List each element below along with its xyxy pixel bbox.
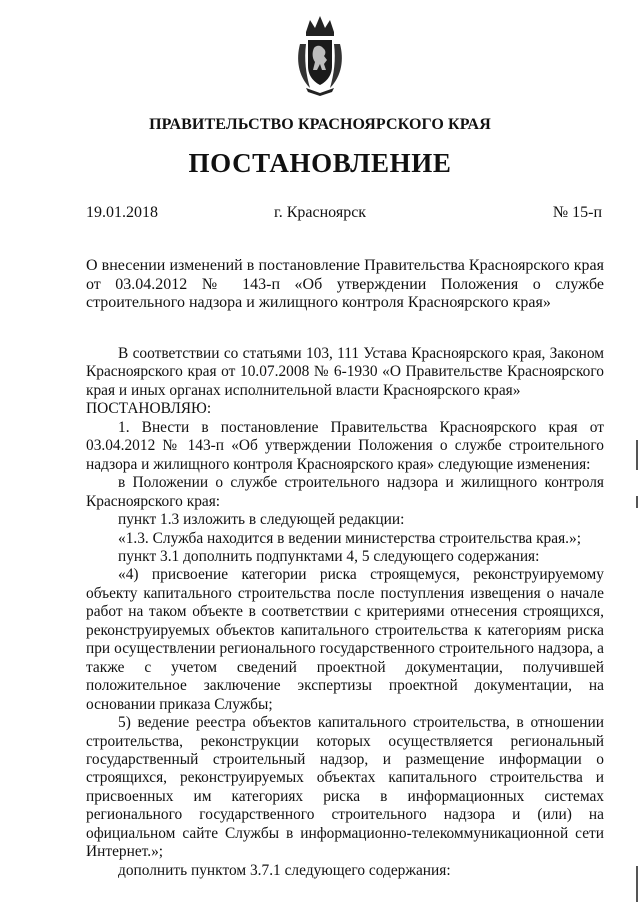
document-date: 19.01.2018 [86,204,158,221]
body-paragraph-decree: ПОСТАНОВЛЯЮ: [86,400,212,418]
body-paragraph: пункт 1.3 изложить в следующей редакции: [118,511,405,529]
body-paragraph: пункт 3.1 дополнить подпунктами 4, 5 следующего содержания: [118,547,540,565]
krasnoyarsk-coat-of-arms-icon [296,14,344,96]
scan-edge-mark [636,440,638,470]
scan-edge-mark [636,496,638,508]
document-number: № 15-п [552,204,602,221]
organization-title: ПРАВИТЕЛЬСТВО КРАСНОЯРСКОГО КРАЯ [149,116,491,133]
document-body [86,345,604,880]
document-type-title: ПОСТАНОВЛЕНИЕ [188,148,452,178]
scan-edge-mark [636,866,638,902]
body-paragraph: «4) присвоение категории риска строящемуся, реконструируемому объекту капитального строительства после поступления извещения о начале работ на таком объекте в соответствии с критериями отнесения строящихся, реконструируемых объектов капитального строительства к категориям риска при осуществлении регионального государственного строительного надзора, а также с учетом сведений проектной документации, получившей положительное заключение экспертизы проектной документации, на основании приказа Службы; [86,566,604,713]
document-city: г. Красноярск [273,204,367,221]
body-paragraph: «1.3. Служба находится в ведении министерства строительства края.»; [118,529,581,547]
body-paragraph: 1. Внести в постановление Правительства Красноярского края от 03.04.2012 № 143-п «Об утверждении Положения о службе строительного надзора и жилищного контроля Красноярского края» следующие изменения: [86,418,604,473]
body-paragraph: дополнить пунктом 3.7.1 следующего содержания: [118,861,451,879]
document-subject: О внесении изменений в постановление Правительства Красноярского края от 03.04.2012 № 143-п «Об утверждении Положения о службе строительного надзора и жилищного контроля Красноярского края» [86,257,604,312]
body-paragraph: В соответствии со статьями 103, 111 Устава Красноярского края, Законом Красноярского края от 10.07.2008 № 6-1930 «О Правительстве Красноярского края и иных органах исполнительной власти Красноярского края» [86,345,604,399]
body-paragraph: в Положении о службе строительного надзора и жилищного контроля Красноярского края: [86,474,604,510]
body-paragraph: 5) ведение реестра объектов капитального строительства, в отношении строительства, реконструкции которых осуществляется региональный государственный строительный надзор, и размещение информации о строящихся, реконструируемых объектах капитального строительства и присвоенных им категориях риска в информационных системах регионального государственного строительного надзора и (или) на официальном сайте Службы в информационно-телекоммуникационной сети Интернет.»; [86,714,604,861]
